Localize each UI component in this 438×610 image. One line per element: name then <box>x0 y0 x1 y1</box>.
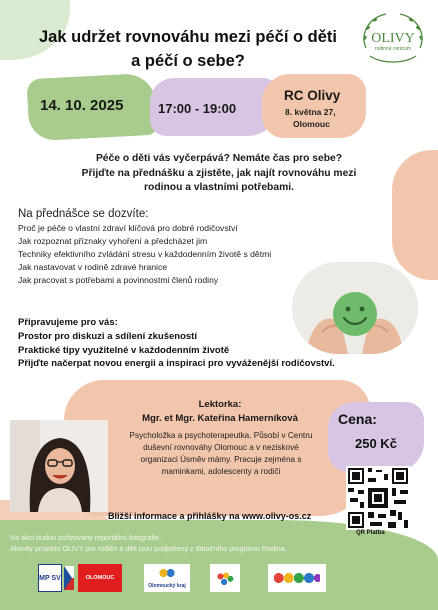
lector-name: Mgr. et Mgr. Kateřina Hamerníková <box>142 413 298 425</box>
learn-item: Jak nastavovat v rodině zdravé hranice <box>18 261 168 272</box>
info-link[interactable]: Bližší informace a přihlášky na www.olivy-os.cz <box>108 511 312 521</box>
partner-people-logo <box>268 564 326 592</box>
venue-address <box>285 106 336 131</box>
qr-label: QR Platba <box>356 530 385 536</box>
footer-note-line: Na akci budou pořizovány reportážní fotografie. <box>10 533 162 542</box>
learn-item: Jak pracovat s potřebami a povinnostmi členů rodiny <box>18 274 219 285</box>
logo-tagline: rodinné centrum <box>374 46 412 52</box>
prepared-heading: Připravujeme pro vás: <box>18 317 118 328</box>
lector-heading <box>110 398 330 427</box>
learn-item: Proč je péče o vlastní zdraví klíčová pro dobré rodičovství <box>18 223 238 233</box>
learn-list <box>18 222 318 286</box>
lector-label: Lektorka: <box>198 399 242 410</box>
intro-line: Péče o děti vás vyčerpává? Nemáte čas pro sebe? <box>95 153 343 164</box>
price-label: Cena: <box>338 411 377 427</box>
lector-description: Psycholožka a psychoterapeutka. Působí v Centru duševní rovnováhy Olomouc a v neziskové organizaci Úsměv mámy. Pracuje zejména s maminkami, adolescenty a rodiči <box>129 431 313 476</box>
prepared-list <box>18 316 398 371</box>
page-title <box>20 26 356 74</box>
venue-name: RC Olivy <box>284 88 341 103</box>
learn-heading: Na přednášce se dozvíte: <box>18 208 149 220</box>
intro-text <box>44 152 394 196</box>
lector-photo <box>10 420 108 512</box>
venue-city: Olomouc <box>293 119 330 130</box>
intro-line: Přijďte na přednášku a zjistěte, jak najít rovnováhu mezi <box>81 167 357 179</box>
prepared-item: Prostor pro diskuzi a sdílení zkušeností <box>18 330 197 342</box>
decor-blob <box>392 150 438 280</box>
price-value: 250 Kč <box>355 436 397 451</box>
olomoucky-kraj-logo: Olomoucký kraj <box>144 564 190 592</box>
olivy-logo <box>356 8 430 68</box>
title-line: a péčí o sebe? <box>131 51 245 70</box>
footer-note-line: Aktivity projektu OLIVY pro rodiče a děti jsou podpořeny z dotačního programu Rodina. <box>10 543 287 553</box>
czech-flag-icon <box>64 566 74 590</box>
wreath-icon <box>356 8 430 68</box>
olomouc-city-logo: OLOMOUC <box>78 564 122 592</box>
prepared-item: Přijďte načerpat novou energii a inspiraci pro vyváženější rodičovství. <box>18 358 335 370</box>
logo-wordmark: OLIVY <box>371 31 415 46</box>
event-time: 17:00 - 19:00 <box>158 101 237 116</box>
intro-line: rodinou a vlastními potřebami. <box>144 182 294 194</box>
prepared-item: Praktické tipy využitelné v každodenním životě <box>18 344 230 356</box>
learn-item: Jak rozpoznat příznaky vyhoření a předcházet jim <box>18 235 208 246</box>
learn-item: Techniky efektivního zvládání stresu v každodenním životě s dětmi <box>18 248 272 259</box>
qr-payment-code <box>346 466 410 530</box>
family-program-logo <box>210 564 240 592</box>
title-line: Jak udržet rovnováhu mezi péčí o děti <box>39 28 337 46</box>
mpsv-logo: MP SV <box>38 564 62 592</box>
event-date: 14. 10. 2025 <box>40 97 124 114</box>
venue-street: 8. května 27, <box>285 107 336 117</box>
footer-note <box>10 533 430 555</box>
